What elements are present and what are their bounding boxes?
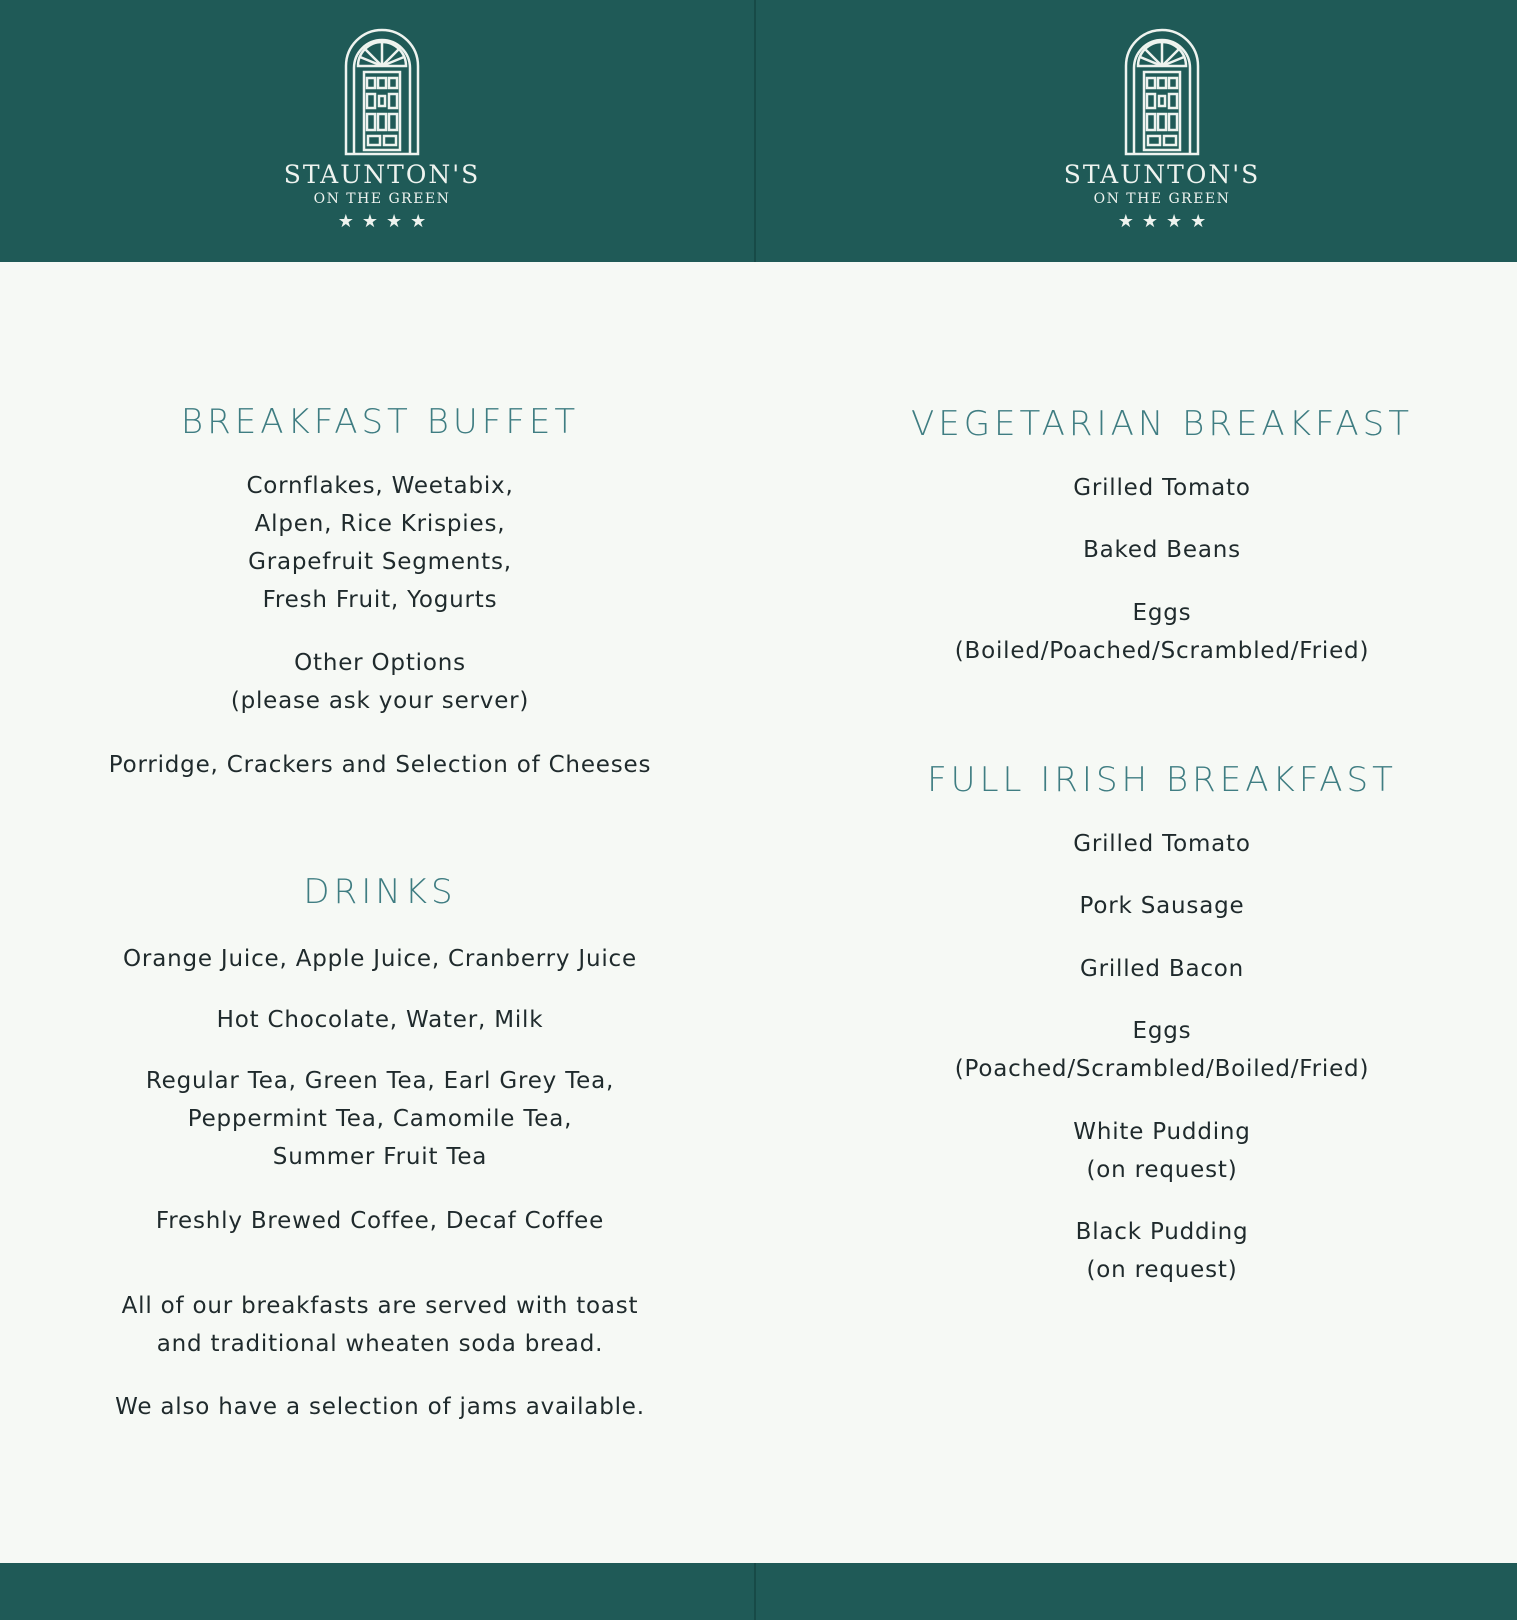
menu-right-column: [812, 0, 1512, 1560]
buffet-porridge-item: Porridge, Crackers and Selection of Cheeses: [108, 752, 652, 778]
full-irish-breakfast-title: FULL IRISH BREAKFAST: [927, 760, 1397, 800]
brand-stars: ★★★★: [1117, 211, 1215, 232]
irish-grilled-bacon-item: Grilled Bacon: [1079, 956, 1245, 982]
drinks-title: DRINKS: [303, 872, 457, 912]
fold-line-top: [754, 0, 756, 262]
brand-name: STAUNTON'S: [1063, 160, 1261, 189]
drinks-teas-item: Regular Tea, Green Tea, Earl Grey Tea, Peppermint Tea, Camomile Tea, Summer Fruit Tea: [145, 1068, 615, 1170]
irish-eggs-item: Eggs (Poached/Scrambled/Boiled/Fried): [954, 1018, 1370, 1082]
breakfast-buffet-title: BREAKFAST BUFFET: [180, 402, 580, 442]
buffet-cereals-item: Cornflakes, Weetabix, Alpen, Rice Krispies, Grapefruit Segments, Fresh Fruit, Yogurts: [246, 473, 514, 613]
drinks-hot-chocolate-item: Hot Chocolate, Water, Milk: [216, 1007, 544, 1033]
vegetarian-breakfast-title: VEGETARIAN BREAKFAST: [910, 404, 1414, 444]
irish-white-pudding-item: White Pudding (on request): [1073, 1119, 1251, 1183]
menu-left-column: [40, 0, 720, 1560]
note-jams: We also have a selection of jams available.: [115, 1394, 645, 1420]
veg-eggs-item: Eggs (Boiled/Poached/Scrambled/Fried): [954, 600, 1370, 664]
brand-subtitle: ON THE GREEN: [1093, 191, 1231, 207]
buffet-other-options-item: Other Options (please ask your server): [230, 650, 530, 714]
fold-line-bottom: [754, 1563, 756, 1620]
brand-subtitle: ON THE GREEN: [313, 191, 451, 207]
brand-name: STAUNTON'S: [283, 160, 481, 189]
irish-pork-sausage-item: Pork Sausage: [1079, 893, 1245, 919]
brand-stars: ★★★★: [337, 211, 435, 232]
veg-grilled-tomato-item: Grilled Tomato: [1073, 475, 1251, 501]
irish-grilled-tomato-item: Grilled Tomato: [1073, 831, 1251, 857]
note-toast: All of our breakfasts are served with toast and traditional wheaten soda bread.: [121, 1293, 639, 1357]
irish-black-pudding-item: Black Pudding (on request): [1075, 1219, 1249, 1283]
footer-band: [0, 1563, 1517, 1620]
veg-baked-beans-item: Baked Beans: [1083, 537, 1241, 563]
drinks-juices-item: Orange Juice, Apple Juice, Cranberry Juice: [123, 946, 637, 972]
drinks-coffee-item: Freshly Brewed Coffee, Decaf Coffee: [155, 1208, 605, 1234]
